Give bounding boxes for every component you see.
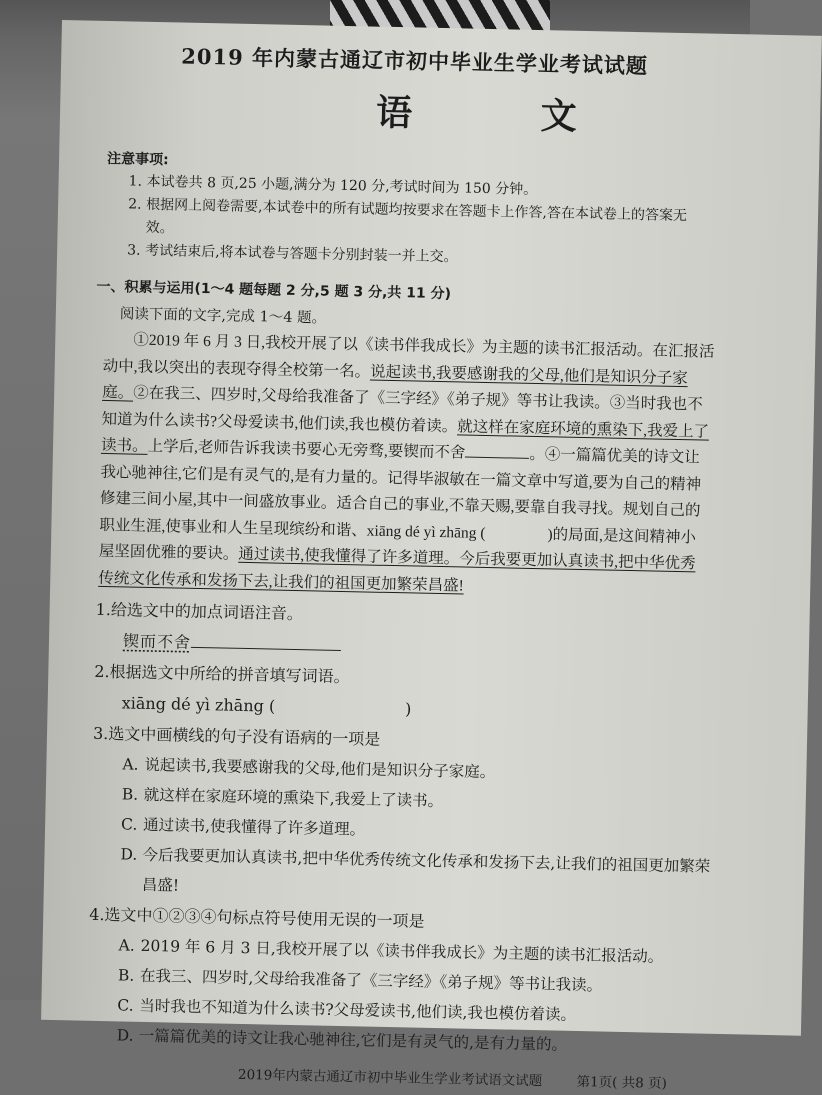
underlined-sentence: 今后我要更加认真读书,把中华优秀传统文化传承和发扬下去,让我们的祖国更加繁荣昌盛! xyxy=(98,550,696,595)
note-number: 3. xyxy=(127,242,141,259)
option-text: 通过读书,使我懂得了许多道理。 xyxy=(142,815,366,839)
option-text: 2019 年 6 月 3 日,我校开展了以《读书伴我成长》为主题的读书汇报活动。 xyxy=(140,936,664,966)
option-label: B. xyxy=(121,785,139,804)
option-label: C. xyxy=(120,815,138,834)
underlined-sentence: 通过读书,使我懂得了许多道理。 xyxy=(238,545,460,568)
question-number: 1. xyxy=(95,599,112,620)
reading-passage xyxy=(98,327,715,605)
questions xyxy=(88,594,721,1063)
note-number: 1. xyxy=(128,173,143,190)
option-text: 今后我要更加认真读书,把中华优秀传统文化传承和发扬下去,让我们的祖国更加繁荣 xyxy=(142,845,711,876)
note-number: 2. xyxy=(127,196,142,213)
answer-space xyxy=(275,712,405,715)
page-footer xyxy=(238,1063,766,1094)
option-text: 说起读书,我要感谢我的父母,他们是知识分子家庭。 xyxy=(144,755,496,782)
note-text: 本试卷共 8 页,25 小题,满分为 120 分,考试时间为 150 分钟。 xyxy=(146,173,538,198)
subject-title: 语 文 xyxy=(375,91,636,140)
section-instruction: 阅读下面的文字,完成 1～4 题。 xyxy=(119,306,327,327)
option-text: 一篇篇优美的诗文让我心驰神往,它们是有灵气的,是有力量的。 xyxy=(138,1026,568,1054)
question-text: 根据选文中所给的拼音填写词语。 xyxy=(109,662,350,687)
answer-line xyxy=(191,647,341,651)
question-number: 4. xyxy=(89,904,105,925)
option-label: B. xyxy=(117,966,135,985)
question-text: 选文中画横线的句子没有语病的一项是 xyxy=(108,724,381,749)
question-text: 给选文中的加点词语注音。 xyxy=(110,600,304,624)
passage-paragraph xyxy=(98,327,715,605)
exam-title: 2019 年内蒙古通辽市初中毕业生学业考试试题 xyxy=(181,43,649,79)
option-label: C. xyxy=(117,996,134,1015)
note-text: 考试结束后,将本试卷与答题卡分别封装一并上交。 xyxy=(145,242,458,266)
fill-blank xyxy=(465,457,529,459)
option-text: 在我三、四岁时,父母给我准备了《三字经》《弟子规》等书让我读。 xyxy=(139,966,603,995)
exam-paper xyxy=(41,20,822,1092)
option-label: A. xyxy=(118,936,135,955)
passage-text: ①2019 年 6 月 3 日,我校开展了以《读书伴我成长》为主题的读书汇报活动。在汇报活动中,我以突出的表现夺得全校第一名。 xyxy=(102,331,715,381)
pinyin-text: xiāng dé yì zhāng ( xyxy=(121,693,276,716)
underlined-sentence: 说起读书,我要感谢我的父母,他们是知识分子家庭。 xyxy=(102,363,688,402)
note-text: 根据网上阅卷需要,本试卷中的所有试题均按要求在答题卡上作答,答在本试卷上的答案无效。 xyxy=(145,196,688,237)
question-number: 3. xyxy=(92,723,109,744)
option-label: D. xyxy=(116,1026,134,1045)
section-heading: 一、积累与运用(1～4 题每题 2 分,5 题 3 分,共 11 分) xyxy=(96,278,452,303)
question-number: 2. xyxy=(94,661,110,682)
question-text: 选文中①②③④句标点符号使用无误的一项是 xyxy=(104,905,425,931)
footer-title: 2019年内蒙古通辽市初中毕业生学业考试语文试题 xyxy=(237,1066,543,1090)
passage-text: 上学后,老师告诉我读书要心无旁骛,要锲而不舍 xyxy=(147,437,466,462)
passage-text: 。④一篇篇优美的诗文让我心驰神往,它们是有灵气的,是有力量的。记得毕淑敏在一篇文章中写道,要为自己的精神修建三间小屋,其中一间盛放事业。适合自己的事业,不靠天赐,要靠自我寻找。规划自己的职业生涯,使事业和人生呈现缤纷和谐、xiāng dé yì zhāng ( )的局面,是这间精神小屋坚固优雅的要诀。 xyxy=(98,445,702,563)
notes-heading: 注意事项: xyxy=(106,150,169,169)
paren-close: ) xyxy=(404,699,412,719)
page-number: 第1页( 共8 页) xyxy=(576,1074,667,1092)
dotted-word: 锲而不舍 xyxy=(122,631,192,652)
option-continuation: 昌盛! xyxy=(141,875,180,895)
option-text: 当时我也不知道为什么读书?父母爱读书,他们读,我也模仿着读。 xyxy=(139,996,577,1024)
passage-text: ②在我三、四岁时,父母给我准备了《三字经》《弟子规》等书让我读。③当时我也不知道为什么读书?父母爱读书,他们读,我也模仿着读。 xyxy=(101,384,703,435)
notes-list xyxy=(105,170,689,274)
option-label: D. xyxy=(120,845,138,864)
underlined-sentence: 就这样在家庭环境的熏染下,我爱上了读书。 xyxy=(100,417,710,455)
option-text: 就这样在家庭环境的熏染下,我爱上了读书。 xyxy=(143,785,444,811)
option-label: A. xyxy=(122,755,139,774)
